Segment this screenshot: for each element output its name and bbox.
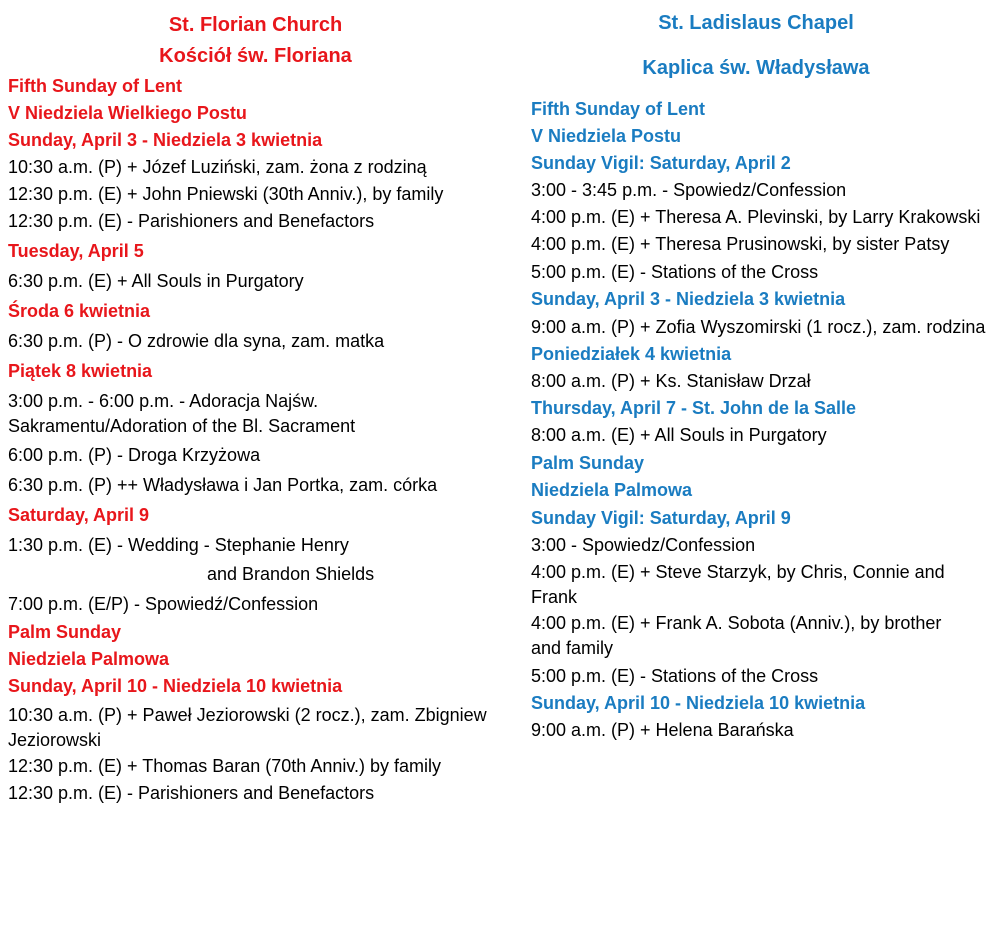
right-entry: 5:00 p.m. (E) - Stations of the Cross — [531, 666, 819, 686]
right-heading: Sunday Vigil: Saturday, April 9 — [531, 508, 791, 528]
left-heading: Saturday, April 9 — [8, 505, 150, 525]
left-heading: Fifth Sunday of Lent — [8, 76, 182, 96]
right-entry: 5:00 p.m. (E) - Stations of the Cross — [531, 262, 819, 282]
left-entry: 3:00 p.m. - 6:00 p.m. - Adoracja Najśw. Sakramentu/Adoration of the Bl. Sacrament — [8, 391, 356, 436]
left-entry: 10:30 a.m. (P) + Józef Luziński, zam. żona z rodziną — [8, 157, 427, 177]
left-entry: 12:30 p.m. (E) - Parishioners and Benefactors — [8, 211, 375, 231]
right-heading: Sunday Vigil: Saturday, April 2 — [531, 153, 791, 173]
right-entry: 9:00 a.m. (P) + Zofia Wyszomirski (1 rocz.), zam. rodzina — [531, 317, 986, 337]
right-entry: 3:00 - Spowiedz/Confession — [531, 535, 756, 555]
left-heading: Sunday, April 3 - Niedziela 3 kwietnia — [8, 130, 323, 150]
right-heading: Thursday, April 7 - St. John de la Salle — [531, 398, 857, 418]
left-title-english: St. Florian Church — [168, 14, 343, 36]
right-entry: 3:00 - 3:45 p.m. - Spowiedz/Confession — [531, 180, 847, 200]
right-heading: Palm Sunday — [531, 453, 645, 473]
left-title-polish: Kościół św. Floriana — [159, 45, 352, 67]
right-entry: 4:00 p.m. (E) + Steve Starzyk, by Chris, Connie and Frank — [531, 562, 945, 607]
right-heading: Sunday, April 3 - Niedziela 3 kwietnia — [531, 289, 846, 309]
right-heading: Niedziela Palmowa — [531, 480, 693, 500]
right-heading: Fifth Sunday of Lent — [531, 99, 705, 119]
right-heading: Poniedziałek 4 kwietnia — [531, 344, 732, 364]
left-entry: 6:00 p.m. (P) - Droga Krzyżowa — [8, 445, 261, 465]
left-entry: 1:30 p.m. (E) - Wedding - Stephanie Henry — [8, 535, 349, 555]
right-entry: 9:00 a.m. (P) + Helena Barańska — [531, 720, 794, 740]
left-heading: Niedziela Palmowa — [8, 649, 170, 669]
left-entry: 6:30 p.m. (P) - O zdrowie dla syna, zam. matka — [8, 331, 385, 351]
left-heading: Piątek 8 kwietnia — [8, 361, 153, 381]
right-title-polish: Kaplica św. Władysława — [642, 57, 870, 79]
left-entry: 7:00 p.m. (E/P) - Spowiedź/Confession — [8, 594, 319, 614]
left-heading: V Niedziela Wielkiego Postu — [8, 103, 247, 123]
left-heading: Sunday, April 10 - Niedziela 10 kwietnia — [8, 676, 343, 696]
right-entry: 4:00 p.m. (E) + Frank A. Sobota (Anniv.), by brother and family — [531, 613, 942, 658]
left-entry: 12:30 p.m. (E) + John Pniewski (30th Anniv.), by family — [8, 184, 444, 204]
left-entry: 10:30 a.m. (P) + Paweł Jeziorowski (2 rocz.), zam. Zbigniew Jeziorowski — [8, 705, 487, 750]
right-heading: V Niedziela Postu — [531, 126, 682, 146]
right-entry: 8:00 a.m. (E) + All Souls in Purgatory — [531, 425, 827, 445]
left-heading: Środa 6 kwietnia — [8, 301, 151, 321]
left-entry: 12:30 p.m. (E) + Thomas Baran (70th Anniv.) by family — [8, 756, 442, 776]
right-title-english: St. Ladislaus Chapel — [658, 12, 854, 34]
left-entry: 6:30 p.m. (P) ++ Władysława i Jan Portka, zam. córka — [8, 475, 438, 495]
right-entry: 4:00 p.m. (E) + Theresa A. Plevinski, by Larry Krakowski — [531, 207, 981, 227]
right-entry: 4:00 p.m. (E) + Theresa Prusinowski, by sister Patsy — [531, 234, 950, 254]
left-entry: 12:30 p.m. (E) - Parishioners and Benefactors — [8, 783, 375, 803]
left-entry: 6:30 p.m. (E) + All Souls in Purgatory — [8, 271, 304, 291]
left-heading: Palm Sunday — [8, 622, 122, 642]
right-entry: 8:00 a.m. (P) + Ks. Stanisław Drzał — [531, 371, 811, 391]
left-entry: and Brandon Shields — [207, 564, 375, 584]
left-heading: Tuesday, April 5 — [8, 241, 144, 261]
right-heading: Sunday, April 10 - Niedziela 10 kwietnia — [531, 693, 866, 713]
